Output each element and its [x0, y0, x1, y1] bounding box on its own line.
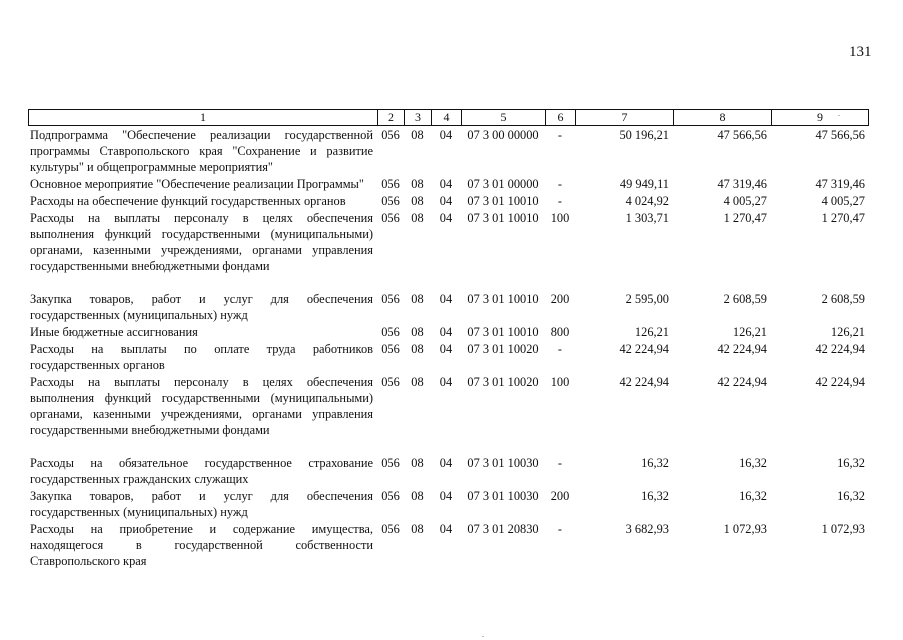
table-row: [28, 192, 875, 209]
amount-col-8: 16,32: [739, 489, 767, 503]
subsection-code: 04: [439, 128, 453, 142]
header-cell-1: 1: [28, 109, 377, 126]
amount-col-8: 2 608,59: [723, 292, 767, 306]
ministry-code: 056: [381, 456, 400, 470]
target-article-code: 07 3 01 10020: [467, 375, 539, 389]
ministry-code: 056: [381, 342, 400, 356]
expense-type-code: -: [557, 522, 563, 536]
row-description: Закупка товаров, работ и услуг для обеспечения государственных (муниципальных) нужд: [30, 292, 373, 322]
amount-col-9: 2 608,59: [821, 292, 865, 306]
amount-col-7: 16,32: [641, 489, 669, 503]
subsection-code: 04: [439, 342, 453, 356]
target-article-code: 07 3 01 10030: [467, 456, 539, 470]
amount-col-9: 4 005,27: [821, 194, 865, 208]
expense-type-code: 800: [550, 325, 570, 339]
subsection-code: 04: [439, 325, 453, 339]
amount-col-7: 2 595,00: [625, 292, 669, 306]
table-row: [28, 340, 875, 373]
header-cell-7: 7: [575, 109, 673, 126]
table-row: [28, 373, 875, 438]
ministry-code: 056: [381, 325, 400, 339]
expense-type-code: -: [557, 456, 563, 470]
expense-type-code: -: [557, 342, 563, 356]
amount-col-8: 42 224,94: [717, 375, 767, 389]
header-cell-2: 2: [377, 109, 404, 126]
section-code: 08: [411, 194, 424, 208]
subsection-code: 04: [439, 211, 453, 225]
amount-col-8: 42 224,94: [717, 342, 767, 356]
table-row: [28, 290, 875, 323]
table-body: [28, 126, 875, 569]
section-code: 08: [411, 211, 424, 225]
amount-col-9: 42 224,94: [815, 375, 865, 389]
row-description: Подпрограмма "Обеспечение реализации государственной программы Ставропольского края "Сохранение и развитие культуры" и общепрограммные мероприятия": [30, 128, 373, 174]
target-article-code: 07 3 01 10010: [467, 194, 539, 208]
row-description: Расходы на обеспечение функций государственных органов: [30, 194, 346, 208]
amount-col-9: 16,32: [837, 489, 865, 503]
row-description: Расходы на выплаты по оплате труда работников государственных органов: [30, 342, 373, 372]
amount-col-7: 50 196,21: [619, 128, 669, 142]
amount-col-7: 16,32: [641, 456, 669, 470]
section-code: 08: [411, 128, 424, 142]
amount-col-7: 3 682,93: [625, 522, 669, 536]
expense-type-code: 200: [550, 292, 570, 306]
ministry-code: 056: [381, 211, 400, 225]
row-description: Расходы на выплаты персоналу в целях обеспечения выполнения функций государственными (муниципальными) органами, казенными учреждениями, органами управления государственными внебюджетными фондами: [30, 211, 373, 273]
table-row: [28, 209, 875, 274]
expense-type-code: -: [557, 177, 563, 191]
section-code: 08: [411, 342, 424, 356]
target-article-code: 07 3 01 10010: [467, 292, 539, 306]
amount-col-8: 1 072,93: [723, 522, 767, 536]
section-code: 08: [411, 292, 424, 306]
section-code: 08: [411, 489, 424, 503]
header-cell-9: 9: [771, 109, 869, 126]
row-description: Основное мероприятие "Обеспечение реализации Программы": [30, 177, 364, 191]
amount-col-9: 16,32: [837, 456, 865, 470]
header-cell-5: 5: [461, 109, 545, 126]
table-row: [28, 520, 875, 569]
header-cell-8: 8: [673, 109, 771, 126]
section-code: 08: [411, 375, 424, 389]
ministry-code: 056: [381, 522, 400, 536]
budget-table: [28, 109, 875, 569]
row-description: Расходы на приобретение и содержание имущества, находящегося в государственной собственности Ставропольского края: [30, 522, 373, 568]
ministry-code: 056: [381, 177, 400, 191]
amount-col-8: 4 005,27: [723, 194, 767, 208]
amount-col-7: 49 949,11: [619, 177, 669, 191]
target-article-code: 07 3 01 00000: [467, 177, 539, 191]
amount-col-9: 47 566,56: [815, 128, 865, 142]
expense-type-code: -: [557, 194, 563, 208]
table-row: [28, 126, 875, 175]
subsection-code: 04: [439, 177, 453, 191]
ministry-code: 056: [381, 292, 400, 306]
subsection-code: 04: [439, 375, 453, 389]
amount-col-9: 126,21: [830, 325, 865, 339]
subsection-code: 04: [439, 292, 453, 306]
subsection-code: 04: [439, 522, 453, 536]
target-article-code: 07 3 01 10010: [467, 325, 539, 339]
amount-col-9: 1 270,47: [821, 211, 865, 225]
target-article-code: 07 3 01 20830: [467, 522, 539, 536]
expense-type-code: -: [557, 128, 563, 142]
table-row: [28, 454, 875, 487]
page-number: 131: [849, 44, 872, 60]
subsection-code: 04: [439, 489, 453, 503]
table-row: [28, 175, 875, 192]
amount-col-7: 126,21: [634, 325, 669, 339]
section-code: 08: [411, 456, 424, 470]
header-cell-4: 4: [431, 109, 461, 126]
amount-col-9: 47 319,46: [815, 177, 865, 191]
subsection-code: 04: [439, 194, 453, 208]
expense-type-code: 100: [550, 211, 570, 225]
amount-col-7: 42 224,94: [619, 342, 669, 356]
row-description: Закупка товаров, работ и услуг для обеспечения государственных (муниципальных) нужд: [30, 489, 373, 519]
ministry-code: 056: [381, 489, 400, 503]
header-cell-6: 6: [545, 109, 575, 126]
amount-col-9: 1 072,93: [821, 522, 865, 536]
table-header: [28, 109, 875, 126]
row-description: Расходы на выплаты персоналу в целях обеспечения выполнения функций государственными (муниципальными) органами, казенными учреждениями, органами управления государственными внебюджетными фондами: [30, 375, 373, 437]
subsection-code: 04: [439, 456, 453, 470]
amount-col-8: 47 319,46: [717, 177, 767, 191]
amount-col-8: 16,32: [739, 456, 767, 470]
target-article-code: 07 3 01 10010: [467, 211, 539, 225]
section-code: 08: [411, 325, 424, 339]
section-code: 08: [411, 177, 424, 191]
amount-col-7: 4 024,92: [625, 194, 669, 208]
row-spacer: [28, 274, 875, 290]
target-article-code: 07 3 01 10020: [467, 342, 539, 356]
table-row: [28, 323, 875, 340]
ministry-code: 056: [381, 194, 400, 208]
target-article-code: 07 3 01 10030: [467, 489, 539, 503]
table-row: [28, 487, 875, 520]
ministry-code: 056: [381, 375, 400, 389]
amount-col-7: 42 224,94: [619, 375, 669, 389]
header-cell-3: 3: [404, 109, 431, 126]
row-description: Расходы на обязательное государственное страхование государственных гражданских служащих: [30, 456, 373, 486]
ministry-code: 056: [381, 128, 400, 142]
target-article-code: 07 3 00 00000: [467, 128, 539, 142]
amount-col-8: 126,21: [732, 325, 767, 339]
amount-col-8: 1 270,47: [723, 211, 767, 225]
row-spacer: [28, 438, 875, 454]
amount-col-7: 1 303,71: [625, 211, 669, 225]
expense-type-code: 200: [550, 489, 570, 503]
amount-col-9: 42 224,94: [815, 342, 865, 356]
amount-col-8: 47 566,56: [717, 128, 767, 142]
row-description: Иные бюджетные ассигнования: [30, 325, 198, 339]
section-code: 08: [411, 522, 424, 536]
expense-type-code: 100: [550, 375, 570, 389]
